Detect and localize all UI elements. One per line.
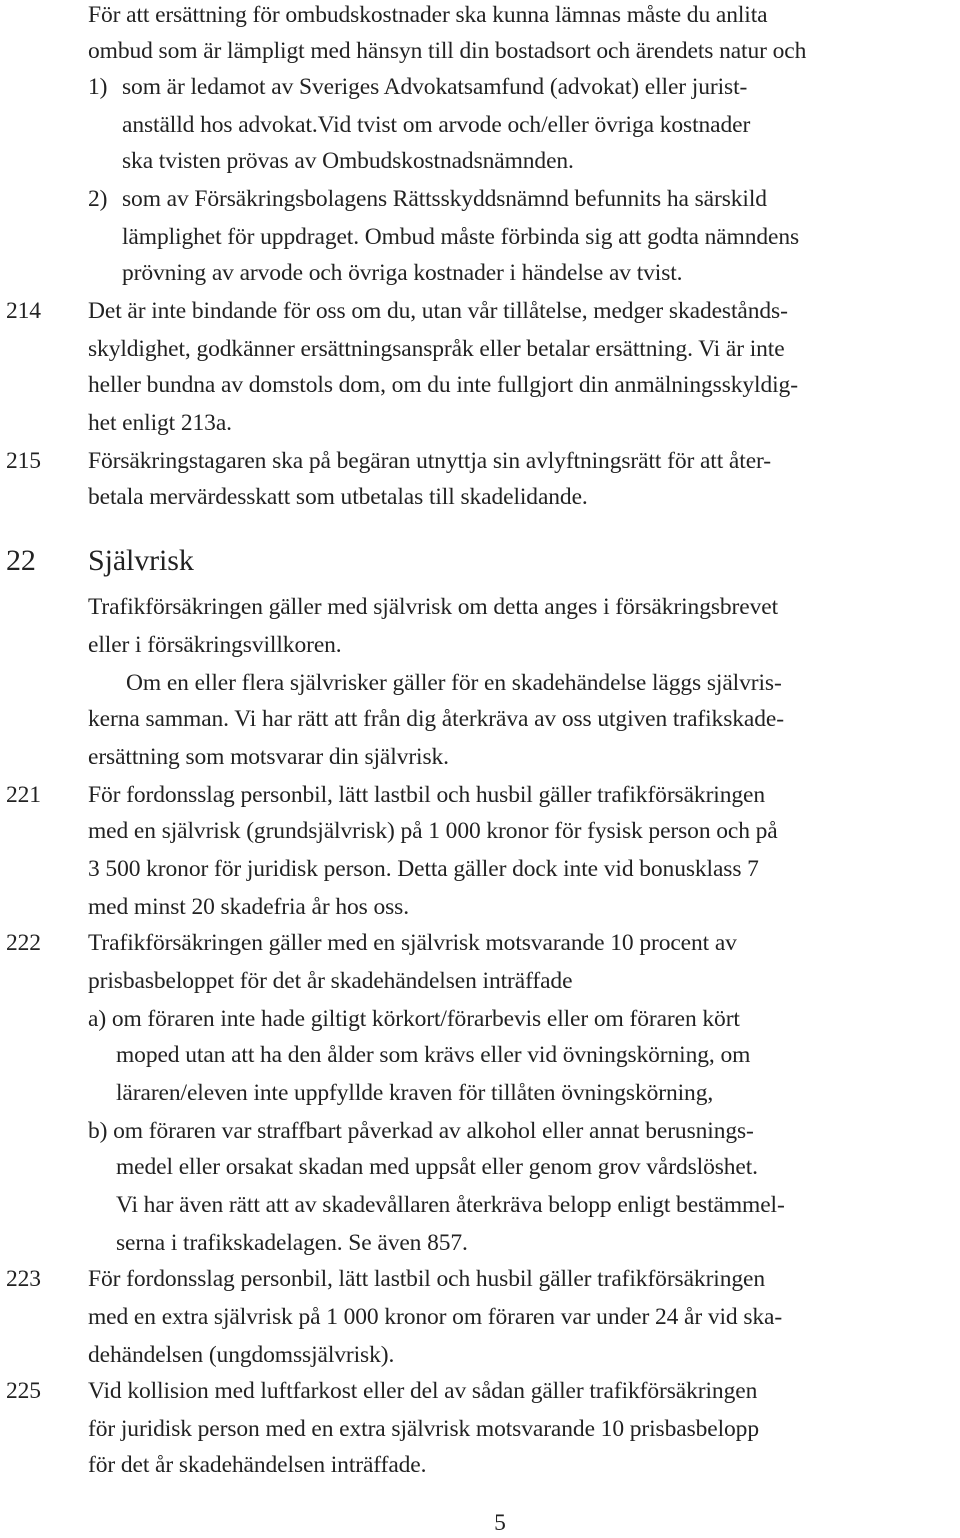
body-text-line: skyldighet, godkänner ersättningsanspråk eller betalar ersättning. Vi är inte	[88, 336, 785, 362]
list-item-line: ska tvisten prövas av Ombudskostnadsnämnden.	[122, 148, 574, 174]
list-item-line: medel eller orsakat skadan med uppsåt eller genom grov vårdslöshet.	[116, 1154, 758, 1180]
section-number: 221	[6, 782, 41, 808]
list-item-line: moped utan att ha den ålder som krävs eller vid övningskörning, om	[116, 1042, 751, 1068]
body-text-line: med en självrisk (grundsjälvrisk) på 1 000 kronor för fysisk person och på	[88, 818, 778, 844]
section-heading: Självrisk	[88, 544, 194, 577]
body-text-line: Försäkringstagaren ska på begäran utnyttja sin avlyftningsrätt för att åter-	[88, 448, 772, 474]
list-marker: 1)	[88, 74, 108, 100]
body-text-line: med en extra självrisk på 1 000 kronor om föraren var under 24 år vid ska-	[88, 1304, 783, 1330]
body-text-line: För att ersättning för ombudskostnader ska kunna lämnas måste du anlita	[88, 2, 768, 28]
body-text-line: kerna samman. Vi har rätt att från dig återkräva av oss utgiven trafikskade-	[88, 706, 784, 732]
body-text-line: med minst 20 skadefria år hos oss.	[88, 894, 409, 920]
list-item-line: b) om föraren var straffbart påverkad av alkohol eller annat berusnings-	[88, 1118, 754, 1144]
list-item-line: serna i trafikskadelagen. Se även 857.	[116, 1230, 468, 1256]
section-number: 225	[6, 1378, 41, 1404]
body-text-line: het enligt 213a.	[88, 410, 232, 436]
list-marker: 2)	[88, 186, 108, 212]
body-text-line: Om en eller flera självrisker gäller för en skadehändelse läggs självris-	[126, 670, 782, 696]
body-text-line: 3 500 kronor för juridisk person. Detta gäller dock inte vid bonusklass 7	[88, 856, 759, 882]
body-text-line: för juridisk person med en extra självrisk motsvarande 10 prisbasbelopp	[88, 1416, 759, 1442]
body-text-line: För fordonsslag personbil, lätt lastbil och husbil gäller trafikförsäkringen	[88, 782, 766, 808]
section-number: 215	[6, 448, 41, 474]
body-text-line: Det är inte bindande för oss om du, utan vår tillåtelse, medger skadestånds-	[88, 298, 788, 324]
list-item-line: läraren/eleven inte uppfyllde kraven för tillåten övningskörning,	[116, 1080, 714, 1106]
page-number: 5	[494, 1510, 506, 1536]
section-number: 222	[6, 930, 41, 956]
body-text-line: för det år skadehändelsen inträffade.	[88, 1452, 427, 1478]
list-item-line: som av Försäkringsbolagens Rättsskyddsnämnd befunnits ha särskild	[122, 186, 767, 212]
section-number: 214	[6, 298, 41, 324]
body-text-line: prisbasbeloppet för det år skadehändelsen inträffade	[88, 968, 573, 994]
body-text-line: ersättning som motsvarar din självrisk.	[88, 744, 449, 770]
list-item-line: a) om föraren inte hade giltigt körkort/förarbevis eller om föraren kört	[88, 1006, 740, 1032]
list-item-line: prövning av arvode och övriga kostnader i händelse av tvist.	[122, 260, 683, 286]
heading-number: 22	[6, 544, 36, 577]
body-text-line: heller bundna av domstols dom, om du inte fullgjort din anmälningsskyldig-	[88, 372, 798, 398]
body-text-line: Trafikförsäkringen gäller med en självrisk motsvarande 10 procent av	[88, 930, 737, 956]
body-text-line: eller i försäkringsvillkoren.	[88, 632, 342, 658]
list-item-line: lämplighet för uppdraget. Ombud måste förbinda sig att godta nämndens	[122, 224, 800, 250]
body-text-line: För fordonsslag personbil, lätt lastbil och husbil gäller trafikförsäkringen	[88, 1266, 766, 1292]
body-text-line: Vid kollision med luftfarkost eller del av sådan gäller trafikförsäkringen	[88, 1378, 758, 1404]
body-text-line: betala mervärdesskatt som utbetalas till skadelidande.	[88, 484, 588, 510]
section-number: 223	[6, 1266, 41, 1292]
body-text-line: dehändelsen (ungdomssjälvrisk).	[88, 1342, 395, 1368]
body-text-line: ombud som är lämpligt med hänsyn till din bostadsort och ärendets natur och	[88, 38, 807, 64]
list-item-line: anställd hos advokat.Vid tvist om arvode och/eller övriga kostnader	[122, 112, 751, 138]
body-text-line: Trafikförsäkringen gäller med självrisk om detta anges i försäkringsbrevet	[88, 594, 779, 620]
list-item-line: Vi har även rätt att av skadevållaren återkräva belopp enligt bestämmel-	[116, 1192, 785, 1218]
list-item-line: som är ledamot av Sveriges Advokatsamfund (advokat) eller jurist-	[122, 74, 748, 100]
